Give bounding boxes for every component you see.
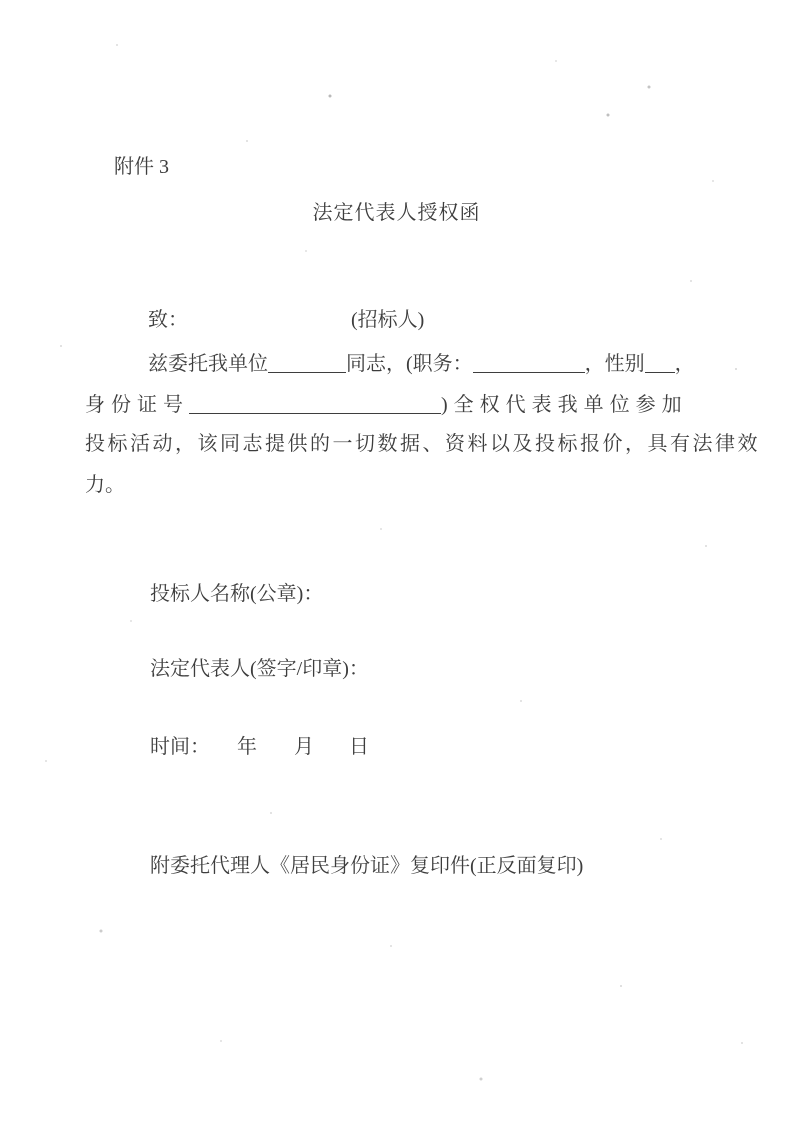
addressee-label: (招标人) (351, 309, 425, 331)
salutation-to: 致： (148, 309, 188, 331)
scan-noise-specks (0, 0, 2, 2)
gender-blank-line (645, 352, 675, 373)
delegation-text-comma: ， (674, 353, 695, 375)
id-number-label: 身份证号 (85, 394, 189, 416)
delegation-line-4: 力。 (85, 474, 125, 496)
date-line (150, 737, 369, 757)
attachment-label: 附件 3 (114, 156, 169, 178)
delegation-text-comrade-position: 同志，(职务： (346, 353, 473, 375)
document-title: 法定代表人授权函 (312, 202, 481, 224)
delegation-line-2 (85, 393, 688, 415)
id-copy-attachment-note: 附委托代理人《居民身份证》复印件(正反面复印) (150, 855, 584, 877)
date-label: 时间： (150, 736, 210, 758)
date-month-label: 月 (294, 736, 314, 758)
delegation-text-unit: 兹委托我单位 (148, 353, 268, 375)
id-number-blank-line (189, 393, 441, 414)
salutation-line (148, 310, 424, 330)
delegation-line-3: 投标活动，该同志提供的一切数据、资料以及投标报价，具有法律效 (85, 433, 760, 455)
delegation-text-authorize: )全权代表我单位参加 (441, 394, 688, 416)
delegation-text-gender: ，性别 (584, 353, 645, 375)
position-blank-line (473, 352, 585, 373)
legal-representative-signature-label: 法定代表人(签字/印章)： (150, 658, 369, 680)
delegation-line-1 (148, 352, 695, 374)
delegate-name-blank-line (268, 352, 346, 373)
date-year-label: 年 (237, 736, 257, 758)
date-day-label: 日 (349, 736, 369, 758)
bidder-name-seal-label: 投标人名称(公章)： (150, 583, 324, 605)
